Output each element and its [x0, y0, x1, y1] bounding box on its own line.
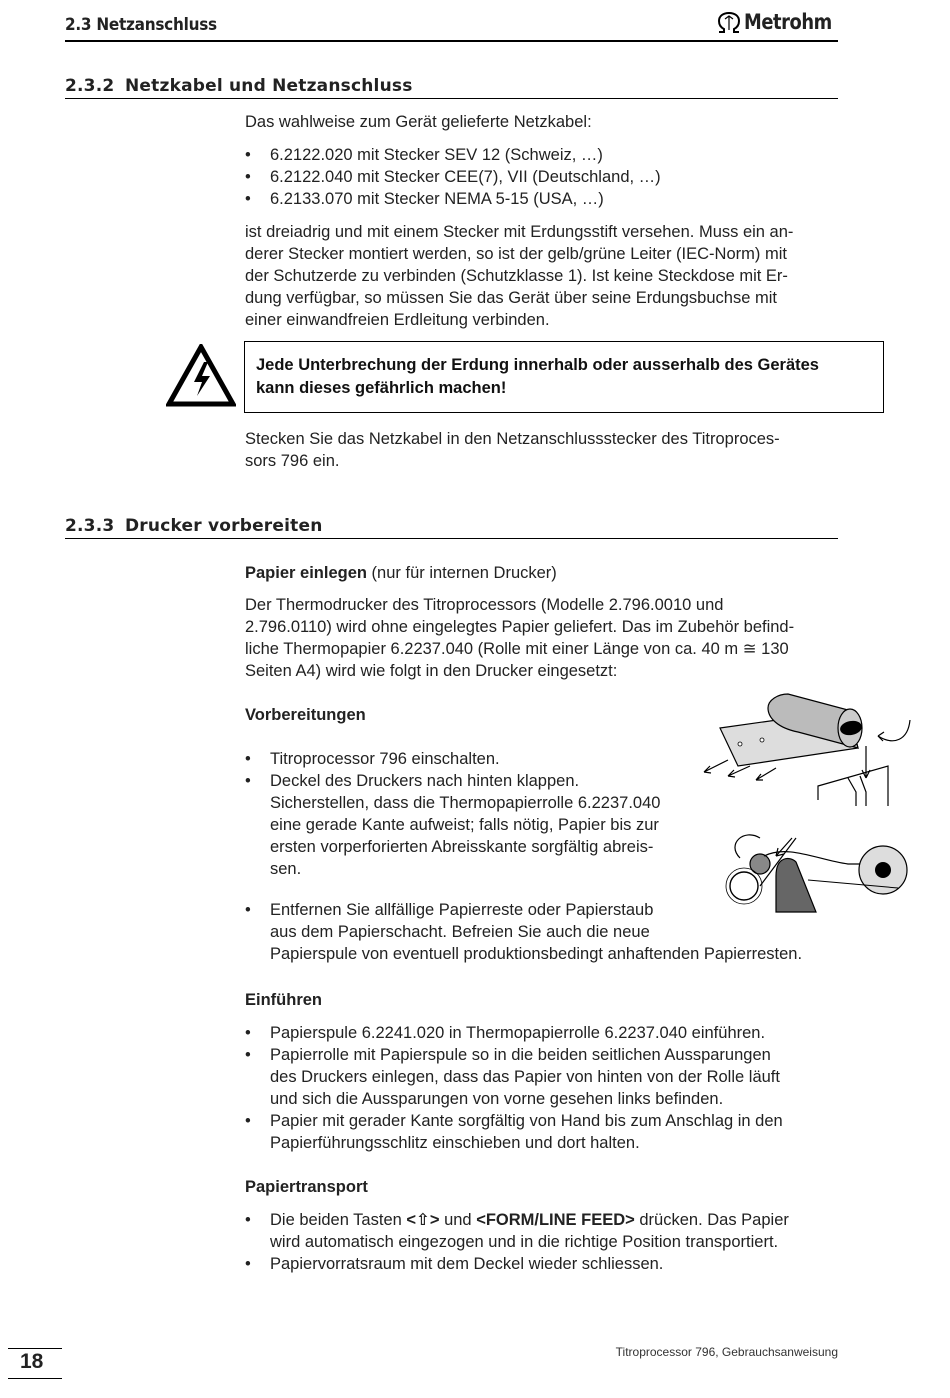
- high-voltage-warning-icon: [166, 344, 236, 408]
- list-item: [245, 1209, 837, 1253]
- warning-text: [256, 354, 819, 400]
- list-item: • 6.2133.070 mit Stecker NEMA 5-15 (USA, …): [245, 188, 837, 210]
- text-line: liche Thermopapier 6.2237.040 (Rolle mit einer Länge von ca. 40 m ≅ 130: [245, 640, 789, 658]
- footer-rule: [8, 1348, 62, 1349]
- omega-logo-icon: [716, 10, 742, 36]
- cable-list: [245, 144, 837, 210]
- text-line: Sicherstellen, dass die Thermopapierrolle 6.2237.040: [270, 794, 661, 812]
- insert-list: [245, 1022, 837, 1154]
- text-line: derer Stecker montiert werden, so ist der gelb/grüne Leiter (IEC-Norm) mit: [245, 245, 787, 263]
- text-line: der Schutzerde zu verbinden (Schutzklasse 1). Ist keine Steckdose mit Er-: [245, 267, 788, 285]
- text-line: Papierspule 6.2241.020 in Thermopapierrolle 6.2237.040 einführen.: [270, 1024, 766, 1042]
- text-line: eine gerade Kante aufweist; falls nötig, Papier bis zur: [270, 816, 659, 834]
- subheading-insert: Einführen: [245, 991, 322, 1009]
- brand-name: Metrohm: [744, 10, 832, 34]
- lead-bold: Papier einlegen: [245, 564, 367, 582]
- key-shift: <⇧>: [406, 1211, 440, 1229]
- subheading-preparations: Vorbereitungen: [245, 706, 366, 724]
- text-line: dung verfügbar, so müssen Sie das Gerät über seine Erdungsbuchse mit: [245, 289, 777, 307]
- section-title-2-3-3: [65, 516, 323, 536]
- text-line: [270, 1209, 837, 1231]
- subheading-transport: Papiertransport: [245, 1178, 368, 1196]
- lead-rest: (nur für internen Drucker): [366, 564, 557, 582]
- section-rule: [65, 98, 838, 99]
- section-number: 2.3.3: [65, 516, 115, 536]
- cable-intro: Das wahlweise zum Gerät gelieferte Netzkabel:: [245, 113, 592, 131]
- page-number: 18: [20, 1350, 44, 1373]
- text-line: aus dem Papierschacht. Befreien Sie auch die neue: [270, 923, 650, 941]
- text-line: Seiten A4) wird wie folgt in den Drucker eingesetzt:: [245, 662, 618, 680]
- text-run: und: [439, 1211, 477, 1229]
- text-line: Jede Unterbrechung der Erdung innerhalb oder ausserhalb des Gerätes: [256, 356, 819, 374]
- text-line: Papierspule von eventuell produktionsbedingt anhaftenden Papierresten.: [270, 945, 803, 963]
- text-run: drücken. Das Papier: [634, 1211, 789, 1229]
- header-rule: [65, 40, 838, 42]
- transport-list: [245, 1209, 837, 1275]
- text-line: wird automatisch eingezogen und in die richtige Position transportiert.: [270, 1233, 779, 1251]
- text-line: • Papier mit gerader Kante sorgfältig von Hand bis zum Anschlag in den: [270, 1112, 783, 1130]
- text-line: • Entfernen Sie allfällige Papierreste oder Papierstaub: [270, 901, 654, 919]
- list-item: • 6.2122.040 mit Stecker CEE(7), VII (Deutschland, …): [245, 166, 837, 188]
- printer-paragraph: [245, 594, 837, 682]
- text-line: • Deckel des Druckers nach hinten klappen.: [270, 772, 580, 790]
- plug-instruction: [245, 428, 837, 472]
- section-title-2-3-2: [65, 76, 413, 96]
- section-number: 2.3.2: [65, 76, 115, 96]
- text-line: Titroprocessor 796 einschalten.: [270, 750, 500, 768]
- list-item: [245, 1022, 837, 1044]
- footer-document-title: Titroprocessor 796, Gebrauchsanweisung: [615, 1345, 838, 1359]
- list-item: [245, 1044, 837, 1110]
- text-line: Stecken Sie das Netzkabel in den Netzanschlussstecker des Titroproces-: [245, 430, 780, 448]
- warning-box: [244, 341, 884, 413]
- section-rule: [65, 538, 838, 539]
- section-heading: Drucker vorbereiten: [125, 516, 323, 536]
- key-form-line-feed: <FORM/LINE FEED>: [476, 1211, 635, 1229]
- text-run: Die beiden Tasten: [270, 1211, 407, 1229]
- text-line: Der Thermodrucker des Titroprocessors (Modelle 2.796.0010 und: [245, 596, 724, 614]
- text-line: kann dieses gefährlich machen!: [256, 379, 507, 397]
- text-line: ist dreiadrig und mit einem Stecker mit Erdungsstift versehen. Muss ein an-: [245, 223, 794, 241]
- footer-rule-bottom: [8, 1378, 62, 1379]
- text-line: sen.: [270, 860, 302, 878]
- text-line: ersten vorperforierten Abreisskante sorgfältig abreis-: [270, 838, 654, 856]
- text-line: einer einwandfreien Erdleitung verbinden.: [245, 311, 550, 329]
- printer-paper-illustration: [698, 688, 918, 918]
- grounding-paragraph: [245, 221, 837, 331]
- text-line: Papierführungsschlitz einschieben und dort halten.: [270, 1134, 640, 1152]
- text-line: sors 796 ein.: [245, 452, 340, 470]
- list-item: • Papiervorratsraum mit dem Deckel wieder schliessen.: [245, 1253, 837, 1275]
- text-line: 2.796.0110) wird ohne eingelegtes Papier geliefert. Das im Zubehör befind-: [245, 618, 795, 636]
- section-heading: Netzkabel und Netzanschluss: [125, 76, 413, 96]
- list-item: [245, 1110, 837, 1154]
- running-header: 2.3 Netzanschluss: [65, 15, 217, 35]
- text-line: des Druckers einlegen, dass das Papier von hinten von der Rolle läuft: [270, 1068, 780, 1086]
- text-line: und sich die Aussparungen von vorne gesehen links befinden.: [270, 1090, 724, 1108]
- list-item: • 6.2122.020 mit Stecker SEV 12 (Schweiz, …): [245, 144, 837, 166]
- text-line: • Papierrolle mit Papierspule so in die beiden seitlichen Aussparungen: [270, 1046, 771, 1064]
- paper-lead: [245, 562, 837, 584]
